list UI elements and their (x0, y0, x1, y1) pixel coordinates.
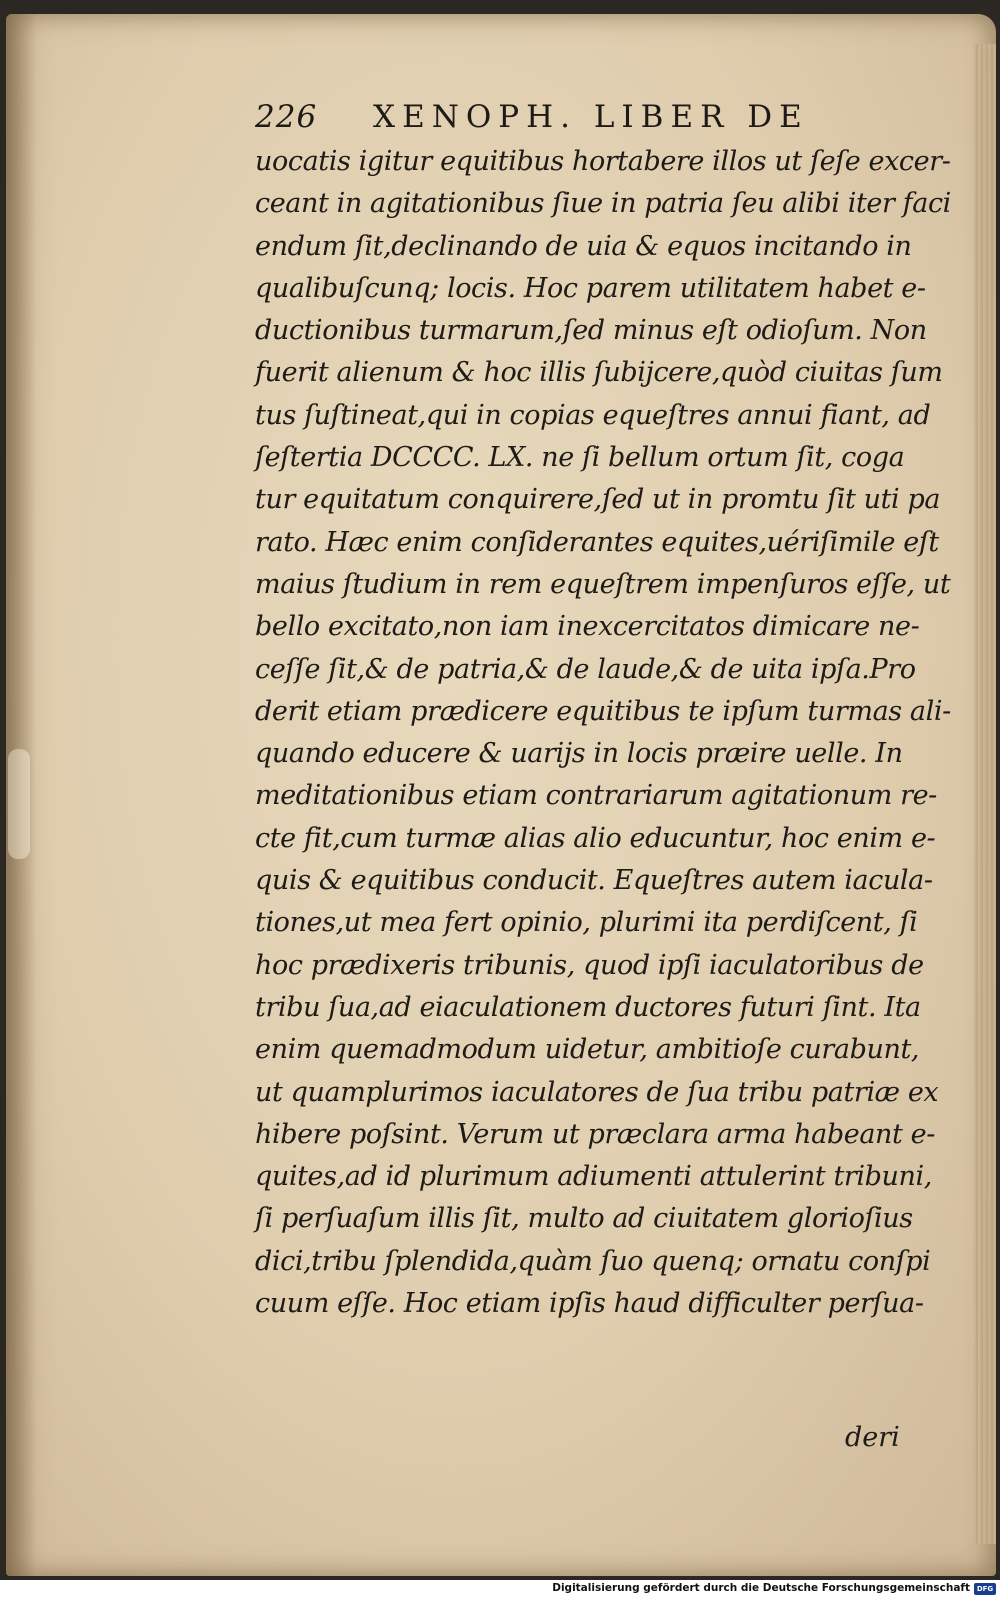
text-line: tribu ſua,ad eiaculationem ductores futuri ſint. Ita (255, 991, 921, 1023)
page-clip (8, 749, 30, 859)
text-line: ut quamplurimos iaculatores de ſua tribu patriæ ex (255, 1076, 939, 1108)
text-line: uocatis igitur equitibus hortabere illos ut ſeſe excer- (255, 146, 951, 177)
text-line: tur equitatum conquirere,ſed ut in promtu ſit uti pa (255, 484, 941, 516)
text-block (255, 95, 951, 1453)
text-line: tus ſuſtineat,qui in copias equeſtres annui fiant, ad (255, 399, 931, 431)
text-line: ductionibus turmarum,ſed minus eſt odioſum. Non (255, 315, 927, 347)
text-line: meditationibus etiam contrariarum agitationum re- (255, 780, 937, 812)
text-line: hibere poſsint. Verum ut præclara arma habeant e- (255, 1118, 935, 1150)
text-line: endum ſit,declinando de uia & equos incitando in (255, 230, 912, 262)
text-line: enim quemadmodum uidetur, ambitioſe curabunt, (255, 1034, 920, 1066)
text-line: dici,tribu ſplendida,quàm ſuo quenq; ornatu conſpi (255, 1245, 931, 1277)
text-line: quis & equitibus conducit. Equeſtres autem iacula- (255, 865, 933, 897)
text-line: fuerit alienum & hoc illis ſubijcere,quòd ciuitas ſum (255, 357, 943, 389)
dfg-logo: DFG (974, 1583, 996, 1595)
text-line: cuum eſſe. Hoc etiam ipſis haud difficulter perſua- (255, 1288, 924, 1320)
funding-credit: Digitalisierung gefördert durch die Deutsche Forschungsgemeinschaft (552, 1582, 970, 1594)
text-line: hoc prædixeris tribunis, quod ipſi iaculatoribus de (255, 949, 924, 981)
text-line: quando educere & uarijs in locis præire uelle. In (255, 738, 903, 770)
text-line: rato. Hæc enim conſiderantes equites,uériſimile eſt (255, 526, 939, 558)
text-line: quites,ad id plurimum adiumenti attulerint tribuni, (255, 1161, 932, 1193)
running-head-title: XENOPH. LIBER DE (373, 99, 809, 135)
text-line: tiones,ut mea fert opinio, plurimi ita perdiſcent, ſi (255, 907, 918, 939)
text-line: cte fit,cum turmæ alias alio educuntur, hoc enim e- (255, 822, 936, 854)
page-number: 226 (255, 99, 318, 135)
running-head (255, 95, 915, 141)
text-line: ſeſtertia DCCCC. LX. ne ſi bellum ortum ſit, coga (255, 442, 905, 474)
digitization-footer (0, 1580, 1000, 1599)
text-line: ſi perſuaſum illis ſit, multo ad ciuitatem glorioſius (255, 1203, 913, 1235)
text-line: qualibuſcunq; locis. Hoc parem utilitatem habet e- (255, 272, 926, 304)
catchword: deri (845, 1422, 900, 1453)
text-line: derit etiam prædicere equitibus te ipſum turmas ali- (255, 695, 951, 727)
text-line: maius ſtudium in rem equeſtrem impenſuros eſſe, ut (255, 568, 951, 600)
body-text (255, 141, 951, 1325)
text-line: bello excitato,non iam inexcercitatos dimicare ne- (255, 611, 920, 643)
page-edges (974, 44, 996, 1544)
text-line: ceant in agitationibus ſiue in patria ſeu alibi iter faci (255, 188, 951, 220)
text-line: ceſſe ſit,& de patria,& de laude,& de uita ipſa.Pro (255, 653, 916, 685)
